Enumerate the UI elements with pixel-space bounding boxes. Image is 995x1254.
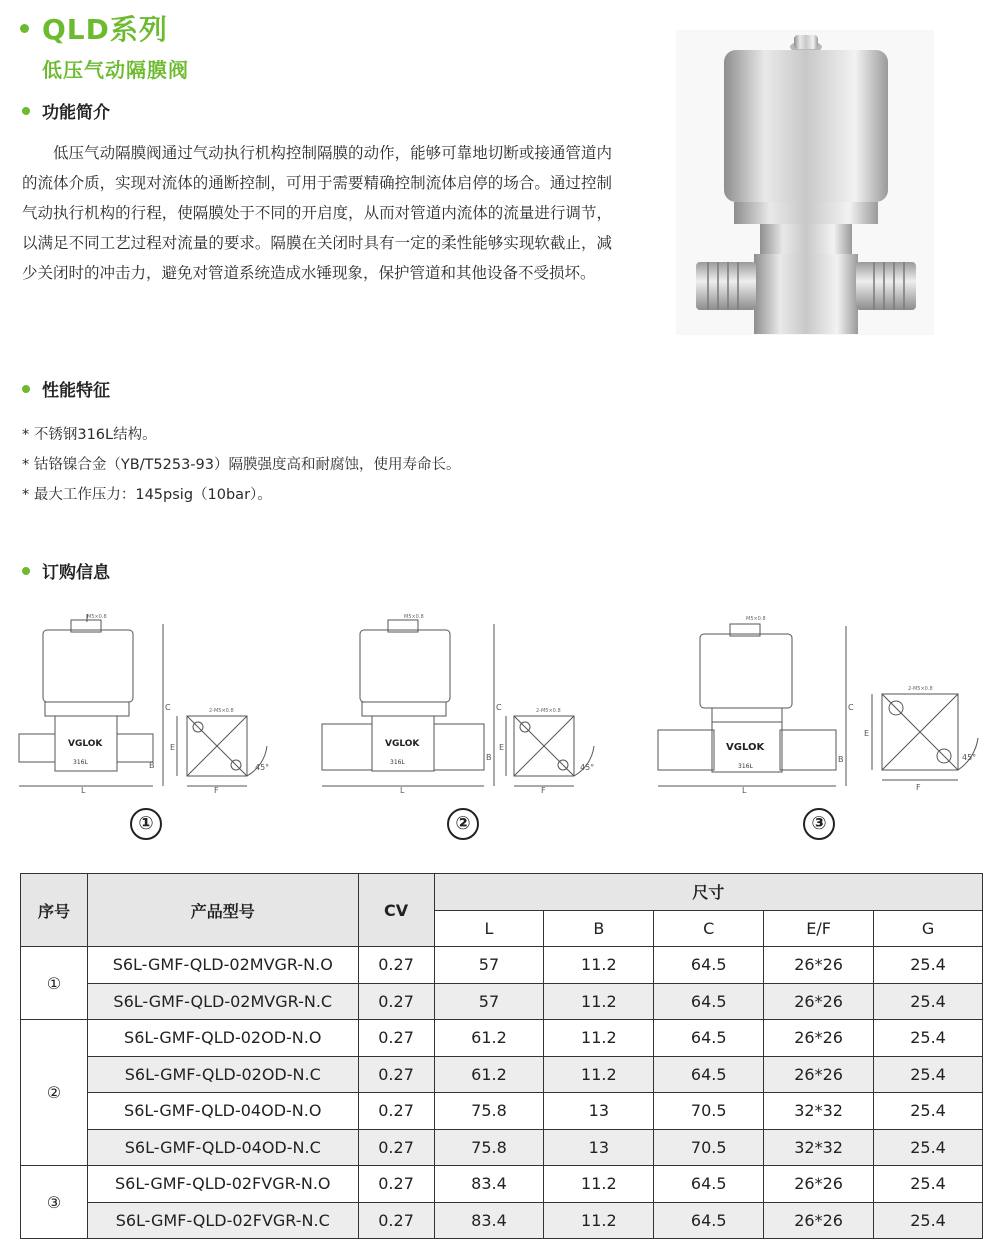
drawing-3-label-c: C: [848, 703, 854, 712]
header-ef: E/F: [764, 910, 874, 947]
drawing-2-label-b: B: [486, 753, 492, 762]
drawing-1-label-b: B: [149, 761, 155, 770]
cell-b: 11.2: [544, 947, 654, 984]
drawing-2-label-l: L: [400, 786, 405, 795]
cell-l: 83.4: [434, 1166, 544, 1203]
drawing-3-material: 316L: [738, 763, 753, 770]
cell-l: 61.2: [434, 1020, 544, 1057]
drawing-3-angle: 45°: [962, 753, 977, 762]
cell-g: 25.4: [874, 947, 983, 984]
drawing-2-material: 316L: [390, 759, 405, 766]
cell-g: 25.4: [874, 1020, 983, 1057]
cell-model: S6L-GMF-QLD-02MVGR-N.O: [87, 947, 358, 984]
cell-c: 64.5: [654, 947, 764, 984]
drawing-3-label-b: B: [838, 755, 844, 764]
drawing-1-label-e: E: [170, 743, 176, 752]
cell-ef: 26*26: [764, 1056, 874, 1093]
cell-model: S6L-GMF-QLD-02MVGR-N.C: [87, 983, 358, 1020]
cell-b: 13: [544, 1129, 654, 1166]
cell-ef: 26*26: [764, 1202, 874, 1239]
drawing-2-label-c: C: [496, 703, 502, 712]
drawing-3-label-f: F: [916, 783, 921, 792]
table-row: [21, 1166, 983, 1203]
drawing-1-port-note: M5×0.8: [87, 614, 107, 620]
cell-l: 83.4: [434, 1202, 544, 1239]
page-title: QLD系列: [42, 13, 168, 46]
cell-b: 11.2: [544, 1056, 654, 1093]
cell-ef: 26*26: [764, 1020, 874, 1057]
cell-cv: 0.27: [358, 1020, 434, 1057]
header-index: 序号: [21, 874, 88, 947]
features-heading: 性能特征: [42, 381, 110, 401]
drawing-3-hole-note: 2-M5×0.8: [908, 686, 933, 692]
drawing-3-brand: VGLOK: [726, 742, 765, 753]
cell-cv: 0.27: [358, 1202, 434, 1239]
drawing-number-2: ②: [447, 808, 479, 840]
cell-g: 25.4: [874, 1056, 983, 1093]
drawing-1-label-l: L: [81, 786, 86, 795]
cell-model: S6L-GMF-QLD-02FVGR-N.O: [87, 1166, 358, 1203]
cell-c: 64.5: [654, 1020, 764, 1057]
table-row: [21, 983, 983, 1020]
header-b: B: [544, 910, 654, 947]
technical-drawing-3: [652, 610, 988, 795]
cell-cv: 0.27: [358, 1129, 434, 1166]
cell-model: S6L-GMF-QLD-04OD-N.O: [87, 1093, 358, 1130]
drawing-2-port-note: M5×0.8: [404, 614, 424, 620]
cell-ef: 32*32: [764, 1093, 874, 1130]
feature-item-diaphragm: * 钴铬镍合金（YB/T5253-93）隔膜强度高和耐腐蚀，使用寿命长。: [22, 457, 461, 473]
cell-cv: 0.27: [358, 947, 434, 984]
cell-g: 25.4: [874, 1129, 983, 1166]
drawing-1-material: 316L: [73, 759, 88, 766]
header-l: L: [434, 910, 544, 947]
table-row: [21, 1056, 983, 1093]
drawing-2-label-f: F: [541, 786, 546, 795]
drawing-2-hole-note: 2-M5×0.8: [536, 708, 561, 714]
drawing-2-label-e: E: [499, 743, 505, 752]
technical-drawing-1: [15, 610, 305, 795]
cell-ef: 26*26: [764, 1166, 874, 1203]
cell-l: 61.2: [434, 1056, 544, 1093]
technical-drawing-2: [318, 610, 608, 795]
cell-b: 11.2: [544, 1166, 654, 1203]
table-row: [21, 1129, 983, 1166]
page-subtitle: 低压气动隔膜阀: [42, 58, 189, 82]
drawing-1-brand: VGLOK: [68, 739, 103, 749]
drawing-1-hole-note: 2-M5×0.8: [209, 708, 234, 714]
intro-paragraph: 低压气动隔膜阀通过气动执行机构控制隔膜的动作，能够可靠地切断或接通管道内的流体介质，实现对流体的通断控制，可用于需要精确控制流体启停的场合。通过控制气动执行机构的行程，使隔膜处于不同的开启度，从而对管道内流体的流量进行调节，以满足不同工艺过程对流量的要求。隔膜在关闭时具有一定的柔性能够实现软截止，减少关闭时的冲击力，避免对管道系统造成水锤现象，保护管道和其他设备不受损坏。: [22, 144, 612, 282]
feature-item-pressure: * 最大工作压力：145psig（10bar）。: [22, 487, 272, 503]
drawing-number-3: ③: [803, 808, 835, 840]
cell-model: S6L-GMF-QLD-04OD-N.C: [87, 1129, 358, 1166]
cell-c: 70.5: [654, 1129, 764, 1166]
ordering-heading: 订购信息: [42, 563, 110, 583]
spec-table: [20, 873, 983, 1239]
drawing-1-label-c: C: [165, 703, 171, 712]
cell-l: 75.8: [434, 1129, 544, 1166]
section-bullet-icon: [22, 385, 30, 393]
cell-cv: 0.27: [358, 1056, 434, 1093]
cell-c: 64.5: [654, 1202, 764, 1239]
cell-b: 11.2: [544, 1202, 654, 1239]
cell-g: 25.4: [874, 983, 983, 1020]
cell-c: 64.5: [654, 1056, 764, 1093]
feature-item-material: * 不锈钢316L结构。: [22, 427, 157, 443]
cell-l: 75.8: [434, 1093, 544, 1130]
cell-g: 25.4: [874, 1202, 983, 1239]
drawing-1-angle: 45°: [255, 763, 270, 772]
cell-g: 25.4: [874, 1093, 983, 1130]
drawing-1-label-f: F: [214, 786, 219, 795]
cell-b: 13: [544, 1093, 654, 1130]
cell-cv: 0.27: [358, 983, 434, 1020]
header-c: C: [654, 910, 764, 947]
drawing-2-brand: VGLOK: [385, 739, 420, 749]
section-bullet-icon: [22, 107, 30, 115]
section-bullet-icon: [22, 567, 30, 575]
cell-cv: 0.27: [358, 1093, 434, 1130]
cell-b: 11.2: [544, 983, 654, 1020]
table-row: [21, 1093, 983, 1130]
cell-model: S6L-GMF-QLD-02FVGR-N.C: [87, 1202, 358, 1239]
cell-c: 64.5: [654, 1166, 764, 1203]
drawing-3-port-note: M5×0.8: [746, 616, 766, 622]
table-row: [21, 1020, 983, 1057]
table-row: [21, 1202, 983, 1239]
intro-heading: 功能简介: [42, 103, 110, 123]
cell-ef: 26*26: [764, 947, 874, 984]
cell-c: 64.5: [654, 983, 764, 1020]
title-bullet-icon: [20, 24, 29, 33]
cell-model: S6L-GMF-QLD-02OD-N.C: [87, 1056, 358, 1093]
table-row: [21, 947, 983, 984]
product-photo: [676, 30, 934, 335]
cell-b: 11.2: [544, 1020, 654, 1057]
drawing-2-angle: 45°: [580, 763, 595, 772]
cell-ef: 26*26: [764, 983, 874, 1020]
cell-g: 25.4: [874, 1166, 983, 1203]
group-label: ①: [21, 947, 88, 1020]
group-label: ②: [21, 1020, 88, 1166]
cell-l: 57: [434, 983, 544, 1020]
drawing-3-label-e: E: [864, 729, 870, 738]
cell-c: 70.5: [654, 1093, 764, 1130]
header-g: G: [874, 910, 983, 947]
cell-model: S6L-GMF-QLD-02OD-N.O: [87, 1020, 358, 1057]
group-label: ③: [21, 1166, 88, 1239]
header-cv: CV: [358, 874, 434, 947]
header-model: 产品型号: [87, 874, 358, 947]
cell-cv: 0.27: [358, 1166, 434, 1203]
cell-ef: 32*32: [764, 1129, 874, 1166]
cell-l: 57: [434, 947, 544, 984]
drawing-number-1: ①: [130, 808, 162, 840]
drawing-3-label-l: L: [742, 786, 747, 795]
header-size: 尺寸: [434, 874, 982, 911]
